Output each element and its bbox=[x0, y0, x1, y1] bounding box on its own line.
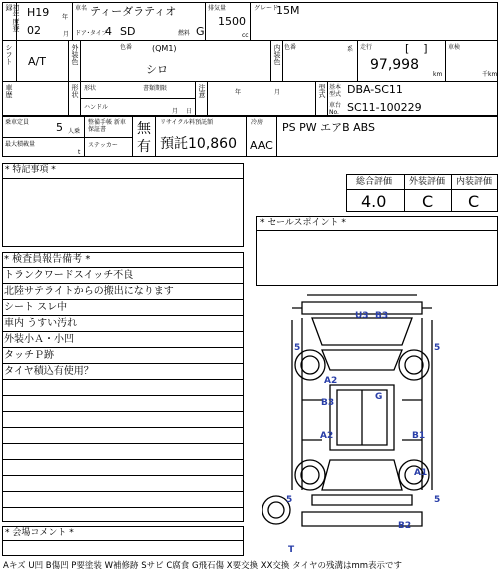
grade: 15M bbox=[276, 4, 300, 17]
mark-a2-lower: A2 bbox=[320, 431, 334, 441]
features-box bbox=[2, 163, 244, 247]
inspector-note: 車内 うすい汚れ bbox=[2, 316, 244, 332]
overall-score: 4.0 bbox=[361, 192, 387, 211]
inspector-note: 外装小Ａ・小凹 bbox=[2, 332, 244, 348]
blank-row bbox=[2, 476, 244, 492]
label-type: 型式 bbox=[318, 84, 326, 98]
mark-5-front-right: 5 bbox=[434, 343, 441, 353]
fuel-type: G bbox=[196, 25, 205, 38]
label-interior-score: 内装評価 bbox=[456, 177, 493, 187]
inspector-note: タッチＰ跡 bbox=[2, 348, 244, 364]
mark-t: T bbox=[288, 545, 295, 555]
inspector-title: * 検査員報告備考 * bbox=[2, 252, 244, 268]
label-inspection: 車検 bbox=[448, 44, 461, 51]
label-manual: 整備手帳 新車保証書 bbox=[88, 119, 126, 133]
mark-g: G bbox=[375, 392, 383, 402]
year-era: H19 bbox=[27, 6, 50, 19]
mark-b3-front: B3 bbox=[375, 311, 389, 321]
capacity-unit: 人乗 bbox=[68, 128, 81, 135]
label-month-2: 月 bbox=[274, 89, 281, 96]
displacement: 1500 bbox=[218, 15, 246, 28]
mileage: 97,998 bbox=[370, 57, 419, 73]
mark-b2: B2 bbox=[398, 521, 412, 531]
sticker-value: 有 bbox=[137, 139, 151, 155]
blank-row bbox=[2, 396, 244, 412]
inspector-note: タイヤ積込有使用？ bbox=[2, 364, 244, 380]
blank-row bbox=[2, 380, 244, 396]
label-interior-color: 内装色 bbox=[273, 44, 281, 65]
exterior-score: C bbox=[422, 192, 434, 211]
label-handle: ハンドル bbox=[84, 104, 109, 111]
aircon: AAC bbox=[250, 139, 273, 152]
label-shape-2: 形状 bbox=[84, 85, 97, 92]
label-aircon: 冷房 bbox=[251, 119, 264, 126]
blank-row bbox=[2, 444, 244, 460]
inspector-note: 北陸サテライトからの搬出になります bbox=[2, 284, 244, 300]
door-count: 4 bbox=[105, 25, 112, 38]
blank-row bbox=[2, 492, 244, 508]
mark-a1: A1 bbox=[414, 468, 428, 478]
label-overall-score: 総合評価 bbox=[356, 177, 393, 187]
label-year-2: 年 bbox=[235, 89, 242, 96]
year-unit: 年 bbox=[62, 14, 69, 21]
label-door-type: ドア･タイプ bbox=[75, 30, 108, 37]
label-capacity: 乗車定員 bbox=[5, 119, 30, 126]
inspector-note: シート スレ中 bbox=[2, 300, 244, 316]
mark-b1: B1 bbox=[412, 431, 426, 441]
label-history: 車歴 bbox=[5, 84, 13, 98]
equipment: PS PW エアB ABS bbox=[282, 121, 376, 134]
blank-row bbox=[2, 412, 244, 428]
label-car-name: 車名 bbox=[75, 5, 88, 12]
color-name: シロ bbox=[146, 63, 168, 76]
mileage-unit: km bbox=[433, 71, 443, 78]
label-thousand-km: 千km bbox=[482, 71, 498, 78]
car-damage-diagram bbox=[262, 290, 462, 555]
body-type: SD bbox=[120, 25, 136, 38]
label-shape: 形状 bbox=[71, 84, 79, 98]
label-color-code: 色番 bbox=[120, 44, 133, 51]
displacement-unit: cc bbox=[242, 32, 249, 39]
label-first-registration: 初年度登録 bbox=[5, 4, 20, 32]
label-max-load: 最大積載量 bbox=[5, 141, 36, 148]
mark-5-rear-right: 5 bbox=[434, 495, 441, 505]
label-base-model: 基本型式 bbox=[329, 84, 342, 98]
label-chassis: 車台No. bbox=[329, 102, 342, 116]
label-color-code-2: 色番 bbox=[284, 44, 297, 51]
registration-month: 02 bbox=[27, 24, 41, 37]
inspector-note: トランクワードスイッチ不良 bbox=[2, 268, 244, 284]
color-code: (QM1) bbox=[152, 44, 177, 53]
label-day: 日 bbox=[186, 108, 193, 115]
mark-a2-upper: A2 bbox=[324, 376, 338, 386]
damage-legend: Aキズ U凹 B傷凹 P要塗装 W補修跡 Sサビ C腐食 G飛石傷 X要交換 XX交換 タイヤの残溝はmm表示です bbox=[3, 561, 403, 571]
label-exterior-color: 外装色 bbox=[71, 44, 79, 65]
label-fuel: 燃料 bbox=[178, 30, 191, 37]
label-displacement: 排気量 bbox=[208, 5, 227, 12]
label-shift: シフト bbox=[5, 44, 13, 65]
mark-b3-side: B3 bbox=[321, 398, 335, 408]
interior-score: C bbox=[468, 192, 480, 211]
mark-u3: U3 bbox=[355, 311, 369, 321]
label-recycle: リサイクル料預託額 bbox=[160, 119, 214, 126]
features-title: * 特記事項 * bbox=[5, 165, 56, 175]
blank-row bbox=[2, 460, 244, 476]
label-series: 系 bbox=[347, 46, 354, 53]
chassis-number: SC11-100229 bbox=[347, 101, 422, 114]
label-mileage: 走行 bbox=[360, 44, 373, 51]
capacity: 5 bbox=[56, 121, 63, 134]
max-load-unit: t bbox=[78, 149, 81, 156]
recycle-fee: 預託10,860 bbox=[160, 136, 237, 152]
manual-value: 無 bbox=[137, 121, 151, 137]
mark-5-front-left: 5 bbox=[294, 343, 301, 353]
label-note: 注意 bbox=[198, 84, 206, 98]
label-month-small: 月 bbox=[172, 108, 179, 115]
month-unit: 月 bbox=[63, 31, 70, 38]
model-code: DBA-SC11 bbox=[347, 83, 403, 96]
blank-row bbox=[2, 428, 244, 444]
label-documents: 書類期限 bbox=[143, 85, 168, 92]
mileage-bracket: [ ] bbox=[405, 42, 428, 55]
label-exterior-score: 外装評価 bbox=[409, 177, 446, 187]
sales-point-title: * セールスポイント * bbox=[260, 218, 346, 228]
car-name: ティーダラティオ bbox=[90, 5, 177, 18]
mark-5-rear-left: 5 bbox=[286, 495, 293, 505]
label-grade: グレード bbox=[254, 5, 279, 12]
venue-title: * 会場コメント * bbox=[5, 528, 74, 538]
label-sticker: ステッカー bbox=[88, 142, 118, 149]
shift: A/T bbox=[28, 55, 46, 68]
